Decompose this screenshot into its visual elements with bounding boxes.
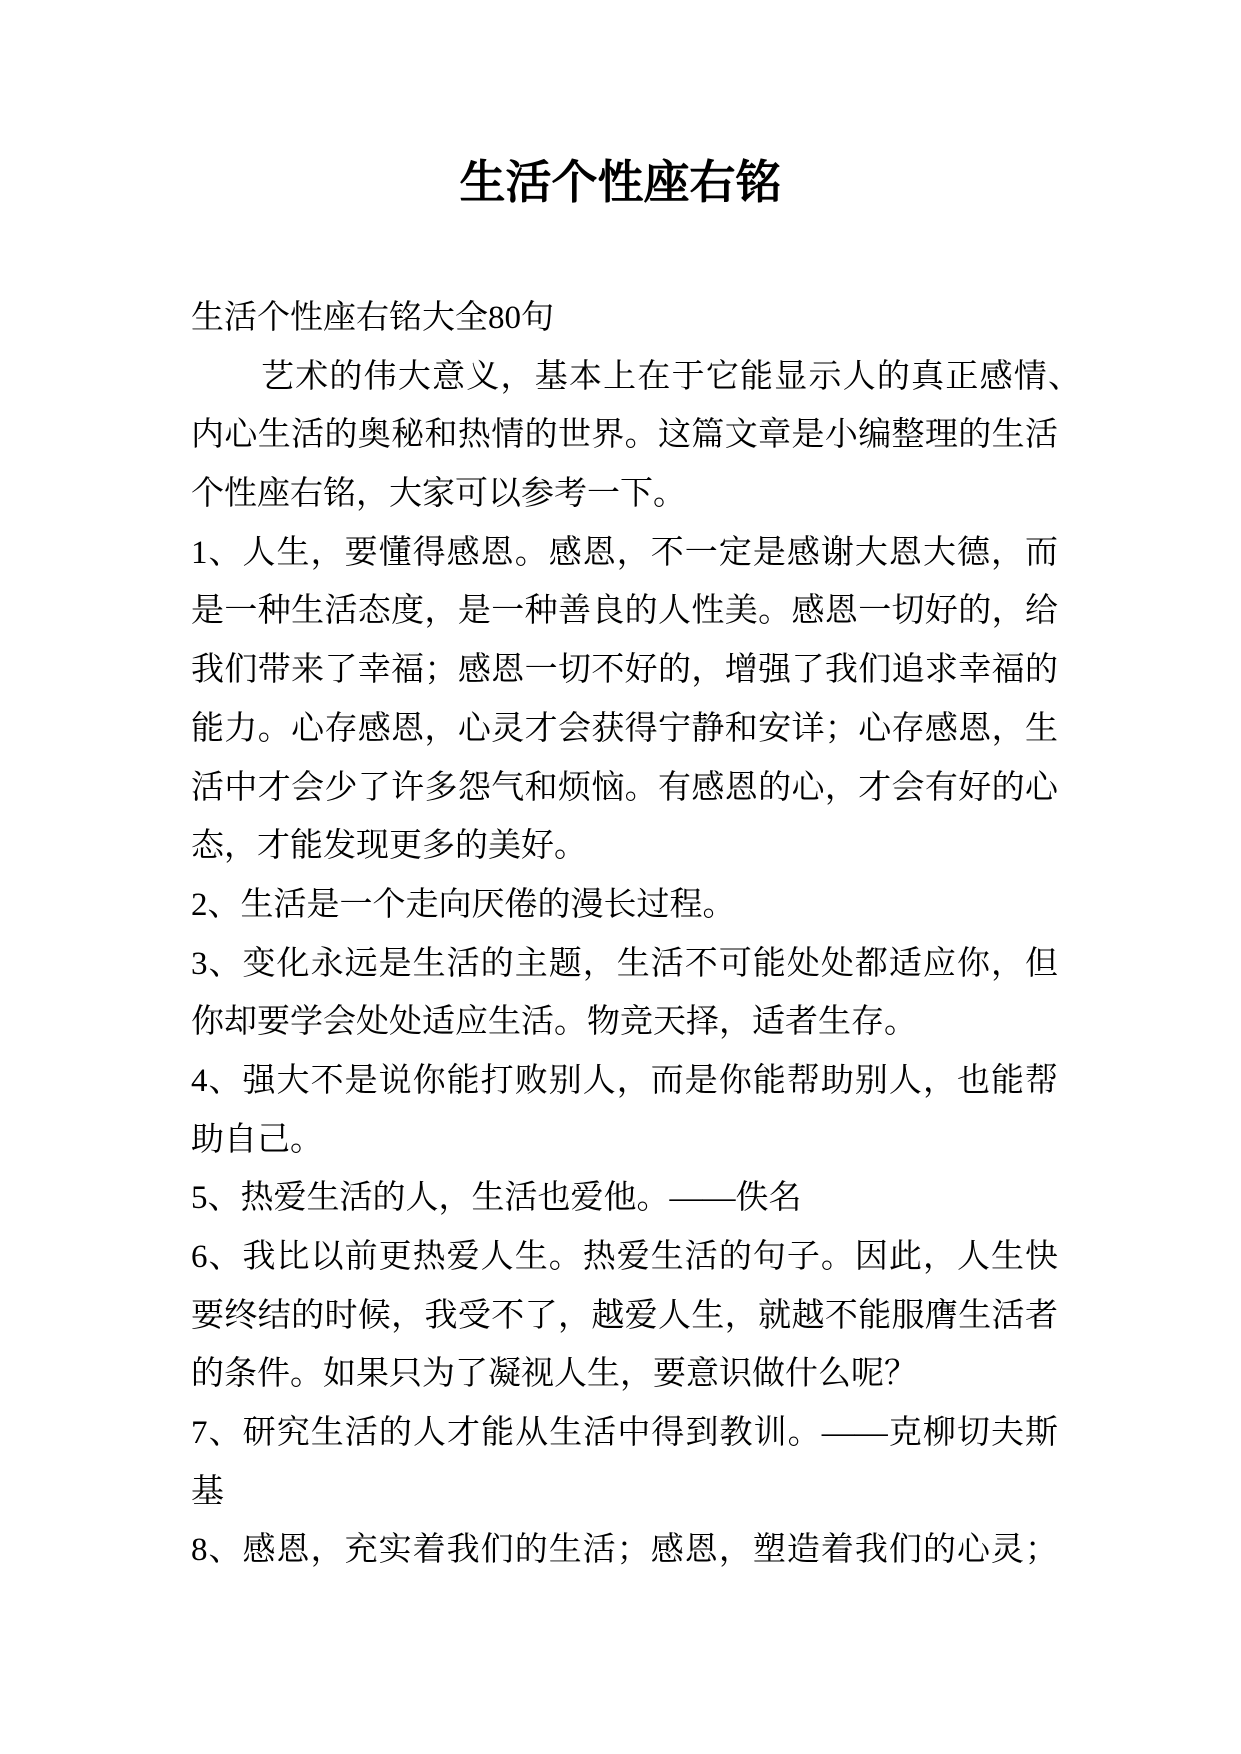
text-line: 助自己。 xyxy=(191,1121,323,1158)
quote-item-7 xyxy=(191,1404,1058,1521)
text-line: 3、变化永远是生活的主题，生活不可能处处都适应你，但 xyxy=(191,945,1058,982)
quote-item-6 xyxy=(191,1228,1058,1404)
text-line: 要终结的时候，我受不了，越爱人生，就越不能服膺生活者 xyxy=(191,1297,1058,1334)
text-line: 艺术的伟大意义，基本上在于它能显示人的真正感情、 xyxy=(261,358,1081,395)
document-subtitle: 生活个性座右铭大全80句 xyxy=(191,300,554,336)
text-line: 内心生活的奥秘和热情的世界。这篇文章是小编整理的生活 xyxy=(191,417,1058,454)
text-line: 的条件。如果只为了凝视人生，要意识做什么呢？ xyxy=(191,1356,917,1393)
text-line: 5、热爱生活的人，生活也爱他。——佚名 xyxy=(191,1180,802,1217)
text-line: 能力。心存感恩，心灵才会获得宁静和安详；心存感恩，生 xyxy=(191,710,1058,747)
quote-item-4 xyxy=(191,1052,1058,1169)
text-line: 你却要学会处处适应生活。物竞天择，适者生存。 xyxy=(191,1004,917,1041)
text-line: 6、我比以前更热爱人生。热爱生活的句子。因此，人生快 xyxy=(191,1239,1058,1275)
text-line: 基 xyxy=(191,1473,224,1510)
quote-item-8 xyxy=(191,1521,1058,1580)
text-line: 2、生活是一个走向厌倦的漫长过程。 xyxy=(191,886,736,923)
quote-item-3 xyxy=(191,935,1058,1052)
document-body xyxy=(191,289,1081,1580)
text-line: 是一种生活态度，是一种善良的人性美。感恩一切好的，给 xyxy=(191,593,1058,630)
text-line: 我们带来了幸福；感恩一切不好的，增强了我们追求幸福的 xyxy=(191,652,1058,689)
intro-paragraph xyxy=(191,348,1081,524)
text-line: 1、人生，要懂得感恩。感恩，不一定是感谢大恩大德，而 xyxy=(191,534,1058,571)
text-line: 态，才能发现更多的美好。 xyxy=(191,828,587,865)
text-line: 4、强大不是说你能打败别人，而是你能帮助别人，也能帮 xyxy=(191,1062,1058,1099)
text-line: 个性座右铭，大家可以参考一下。 xyxy=(191,476,686,513)
text-line: 8、感恩，充实着我们的生活；感恩，塑造着我们的心灵； xyxy=(191,1532,1058,1569)
quote-item-2 xyxy=(191,876,1058,935)
quote-item-5 xyxy=(191,1169,1058,1228)
quote-item-1 xyxy=(191,524,1058,876)
text-line: 活中才会少了许多怨气和烦恼。有感恩的心，才会有好的心 xyxy=(191,769,1058,806)
page-title: 生活个性座右铭 xyxy=(459,157,782,208)
text-line: 7、研究生活的人才能从生活中得到教训。——克柳切夫斯 xyxy=(191,1415,1058,1452)
